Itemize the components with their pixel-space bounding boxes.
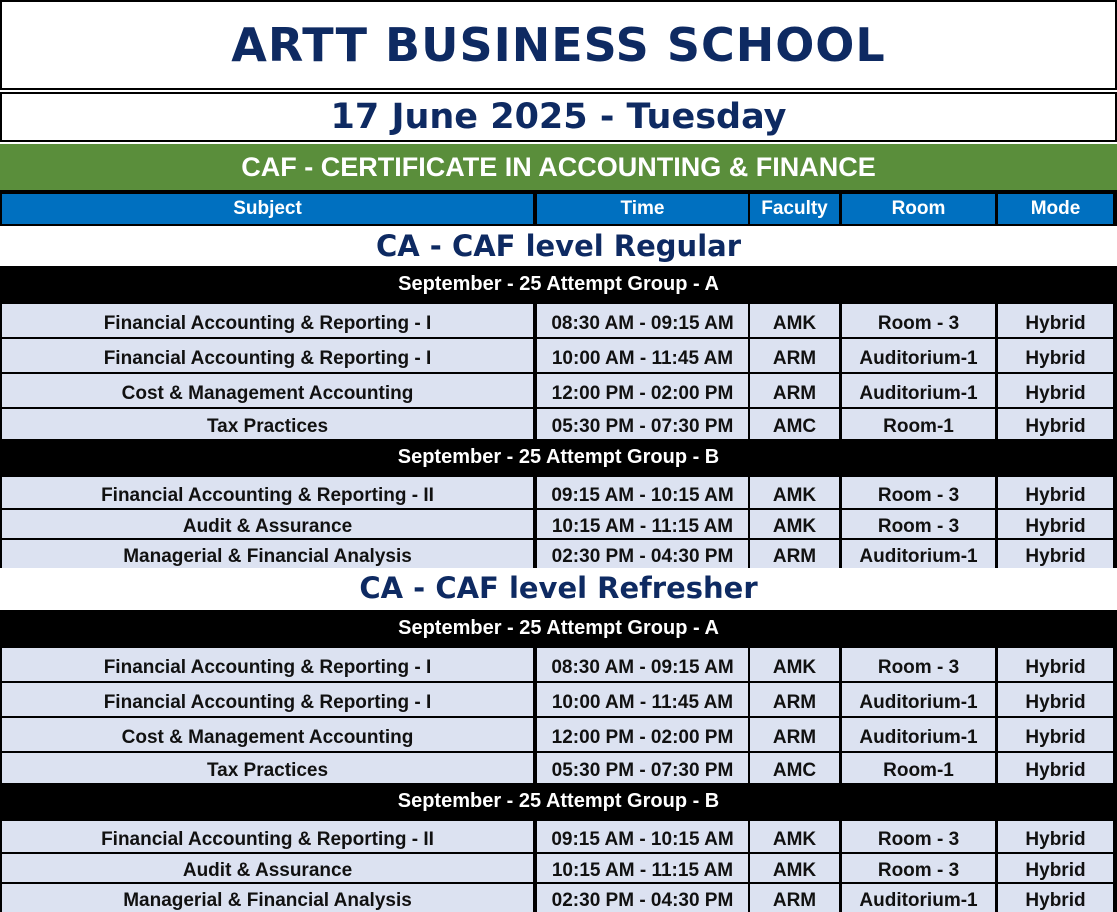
time-cell: 09:15 AM - 10:15 AM	[537, 477, 748, 508]
subject-cell: Financial Accounting & Reporting - I	[2, 304, 533, 337]
faculty-cell: ARM	[750, 718, 839, 751]
time-cell: 02:30 PM - 04:30 PM	[537, 884, 748, 912]
time-cell: 05:30 PM - 07:30 PM	[537, 753, 748, 783]
subject-cell: Audit & Assurance	[2, 510, 533, 538]
program-banner: CAF - CERTIFICATE IN ACCOUNTING & FINANCE	[0, 144, 1117, 192]
time-cell: 12:00 PM - 02:00 PM	[537, 374, 748, 407]
table-row	[0, 819, 1117, 852]
mode-cell: Hybrid	[998, 718, 1113, 751]
faculty-cell: AMK	[750, 304, 839, 337]
table-row	[0, 337, 1117, 372]
room-cell: Room - 3	[842, 648, 995, 681]
table-row	[0, 508, 1117, 538]
faculty-cell: ARM	[750, 339, 839, 372]
faculty-cell: AMK	[750, 510, 839, 538]
table-row	[0, 302, 1117, 337]
room-cell: Room-1	[842, 409, 995, 439]
group-title: September - 25 Attempt Group - A	[0, 266, 1117, 302]
faculty-cell: ARM	[750, 374, 839, 407]
room-cell: Room - 3	[842, 304, 995, 337]
faculty-cell: AMK	[750, 648, 839, 681]
section-title: CA - CAF level Refresher	[0, 568, 1117, 608]
subject-cell: Cost & Management Accounting	[2, 718, 533, 751]
table-row	[0, 751, 1117, 783]
room-cell: Room - 3	[842, 854, 995, 882]
subject-cell: Managerial & Financial Analysis	[2, 540, 533, 568]
table-row	[0, 716, 1117, 751]
faculty-cell: ARM	[750, 683, 839, 716]
time-cell: 10:15 AM - 11:15 AM	[537, 854, 748, 882]
subject-cell: Financial Accounting & Reporting - I	[2, 648, 533, 681]
mode-cell: Hybrid	[998, 648, 1113, 681]
table-row	[0, 407, 1117, 439]
room-cell: Room - 3	[842, 821, 995, 852]
room-cell: Auditorium-1	[842, 683, 995, 716]
mode-cell: Hybrid	[998, 339, 1113, 372]
faculty-cell: AMK	[750, 821, 839, 852]
schedule-date: 17 June 2025 - Tuesday	[0, 92, 1117, 142]
mode-cell: Hybrid	[998, 540, 1113, 568]
mode-cell: Hybrid	[998, 683, 1113, 716]
time-cell: 09:15 AM - 10:15 AM	[537, 821, 748, 852]
subject-cell: Financial Accounting & Reporting - II	[2, 821, 533, 852]
mode-cell: Hybrid	[998, 821, 1113, 852]
time-cell: 10:15 AM - 11:15 AM	[537, 510, 748, 538]
table-row	[0, 538, 1117, 568]
mode-cell: Hybrid	[998, 477, 1113, 508]
mode-cell: Hybrid	[998, 854, 1113, 882]
subject-cell: Cost & Management Accounting	[2, 374, 533, 407]
column-header-row	[0, 192, 1117, 226]
column-header-room: Room	[842, 194, 995, 224]
group-title: September - 25 Attempt Group - A	[0, 610, 1117, 646]
faculty-cell: AMC	[750, 753, 839, 783]
time-cell: 08:30 AM - 09:15 AM	[537, 648, 748, 681]
room-cell: Auditorium-1	[842, 884, 995, 912]
faculty-cell: ARM	[750, 540, 839, 568]
room-cell: Auditorium-1	[842, 718, 995, 751]
faculty-cell: AMK	[750, 477, 839, 508]
column-header-mode: Mode	[998, 194, 1113, 224]
subject-cell: Managerial & Financial Analysis	[2, 884, 533, 912]
group-title: September - 25 Attempt Group - B	[0, 439, 1117, 475]
mode-cell: Hybrid	[998, 884, 1113, 912]
table-row	[0, 681, 1117, 716]
mode-cell: Hybrid	[998, 510, 1113, 538]
column-header-faculty: Faculty	[750, 194, 839, 224]
time-cell: 05:30 PM - 07:30 PM	[537, 409, 748, 439]
table-row	[0, 646, 1117, 681]
time-cell: 08:30 AM - 09:15 AM	[537, 304, 748, 337]
mode-cell: Hybrid	[998, 753, 1113, 783]
mode-cell: Hybrid	[998, 374, 1113, 407]
table-row	[0, 475, 1117, 508]
mode-cell: Hybrid	[998, 304, 1113, 337]
subject-cell: Tax Practices	[2, 753, 533, 783]
mode-cell: Hybrid	[998, 409, 1113, 439]
subject-cell: Financial Accounting & Reporting - II	[2, 477, 533, 508]
table-row	[0, 852, 1117, 882]
table-row	[0, 372, 1117, 407]
room-cell: Room - 3	[842, 477, 995, 508]
faculty-cell: ARM	[750, 884, 839, 912]
subject-cell: Tax Practices	[2, 409, 533, 439]
subject-cell: Financial Accounting & Reporting - I	[2, 683, 533, 716]
room-cell: Auditorium-1	[842, 374, 995, 407]
subject-cell: Audit & Assurance	[2, 854, 533, 882]
subject-cell: Financial Accounting & Reporting - I	[2, 339, 533, 372]
time-cell: 10:00 AM - 11:45 AM	[537, 683, 748, 716]
room-cell: Room-1	[842, 753, 995, 783]
time-cell: 12:00 PM - 02:00 PM	[537, 718, 748, 751]
room-cell: Auditorium-1	[842, 540, 995, 568]
room-cell: Auditorium-1	[842, 339, 995, 372]
time-cell: 02:30 PM - 04:30 PM	[537, 540, 748, 568]
room-cell: Room - 3	[842, 510, 995, 538]
column-header-time: Time	[537, 194, 748, 224]
section-title: CA - CAF level Regular	[0, 226, 1117, 266]
time-cell: 10:00 AM - 11:45 AM	[537, 339, 748, 372]
group-title: September - 25 Attempt Group - B	[0, 783, 1117, 819]
table-row	[0, 882, 1117, 912]
column-header-subject: Subject	[2, 194, 533, 224]
faculty-cell: AMC	[750, 409, 839, 439]
school-title: ARTT BUSINESS SCHOOL	[0, 0, 1117, 90]
faculty-cell: AMK	[750, 854, 839, 882]
